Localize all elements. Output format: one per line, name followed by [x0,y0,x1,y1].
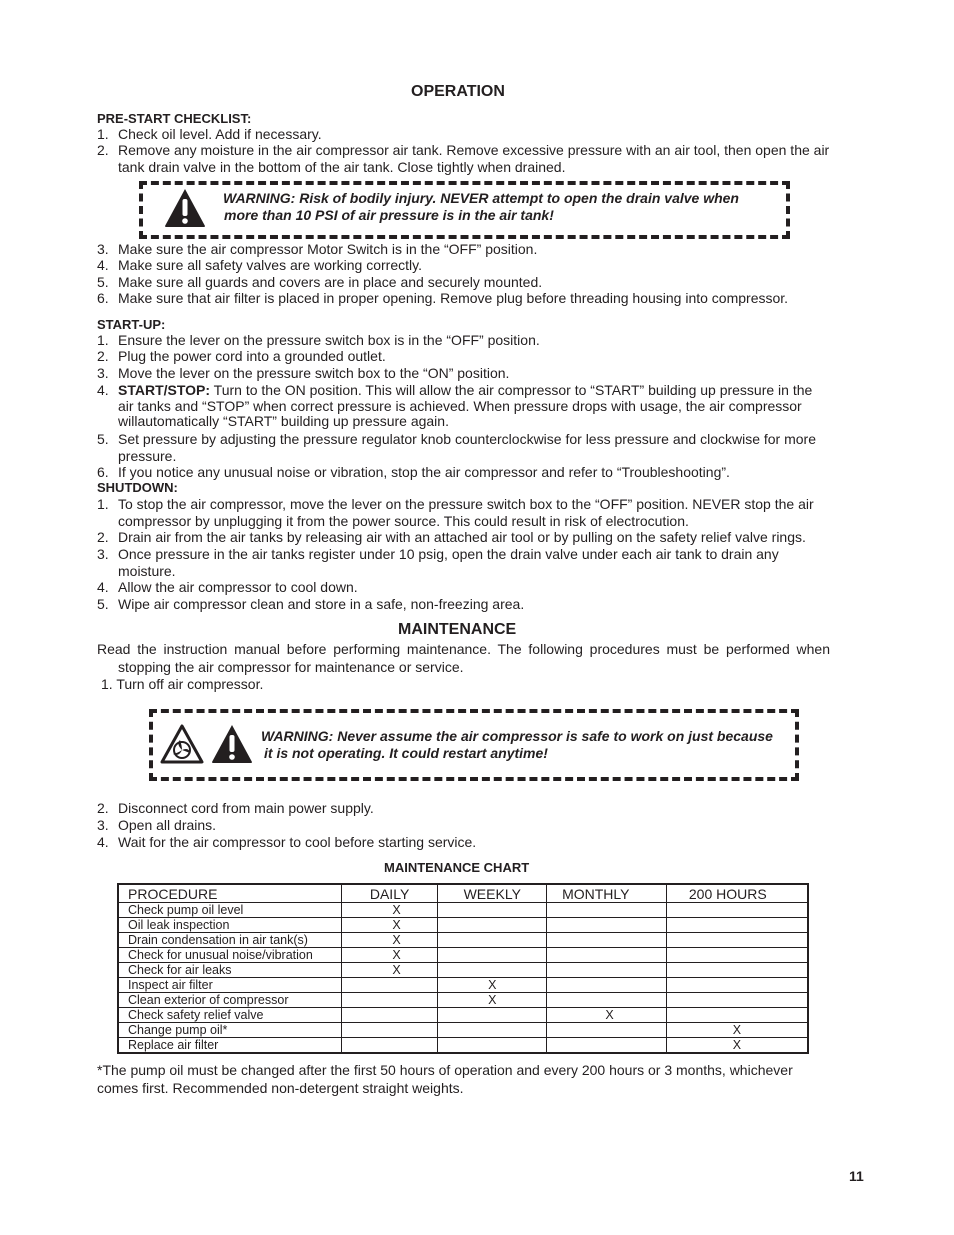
table-header-row [118,884,808,903]
footnote: *The pump oil must be changed after the first 50 hours of operation and every 200 hours or 3 months, whichever [97,1062,793,1078]
table-row: Check for unusual noise/vibration X [118,948,808,963]
table-row: Replace air filter X [118,1038,808,1054]
table-row: Check safety relief valve X [118,1008,808,1023]
table-row: Check pump oil level X [118,903,808,918]
warning-text-line: it is not operating. It could restart anytime! [264,745,548,761]
column-header: DAILY [341,884,438,903]
table-row: Check for air leaks X [118,963,808,978]
table-row: Clean exterior of compressor X [118,993,808,1008]
warning-text-line: WARNING: Never assume the air compressor is safe to work on just because [261,728,773,744]
column-header: MONTHLY [547,884,667,903]
warning-triangle-icon [164,188,206,233]
maintenance-title: MAINTENANCE [398,621,517,638]
table-row: Drain condensation in air tank(s) X [118,933,808,948]
warning-text-line: more than 10 PSI of air pressure is in the air tank! [224,207,554,223]
footnote-cont: comes first. Recommended non-detergent straight weights. [97,1080,464,1096]
page-number: 11 [849,1168,864,1184]
rotating-fan-hazard-icon [160,724,204,769]
list-item: 1. Turn off air compressor. [101,676,264,692]
table-row: Oil leak inspection X [118,918,808,933]
column-header: WEEKLY [438,884,547,903]
column-header: PROCEDURE [118,884,341,903]
shutdown-heading: SHUTDOWN: [97,480,178,495]
maintenance-chart-table [117,883,809,1054]
maintenance-intro-cont: stopping the air compressor for maintenance or service. [118,659,464,675]
column-header: 200 HOURS [666,884,808,903]
warning-text-line: WARNING: Risk of bodily injury. NEVER attempt to open the drain valve when [223,190,739,206]
startup-heading: START-UP: [97,317,166,332]
table-row: Change pump oil* X [118,1023,808,1038]
prestart-heading: PRE-START CHECKLIST: [97,111,252,126]
warning-triangle-icon [210,724,254,769]
operation-title: OPERATION [411,83,505,100]
maintenance-intro: Read the instruction manual before performing maintenance. The following procedures must be performed when [97,641,830,657]
start-stop-label: START/STOP: [118,382,211,398]
chart-title: MAINTENANCE CHART [384,860,530,875]
table-row: Inspect air filter X [118,978,808,993]
